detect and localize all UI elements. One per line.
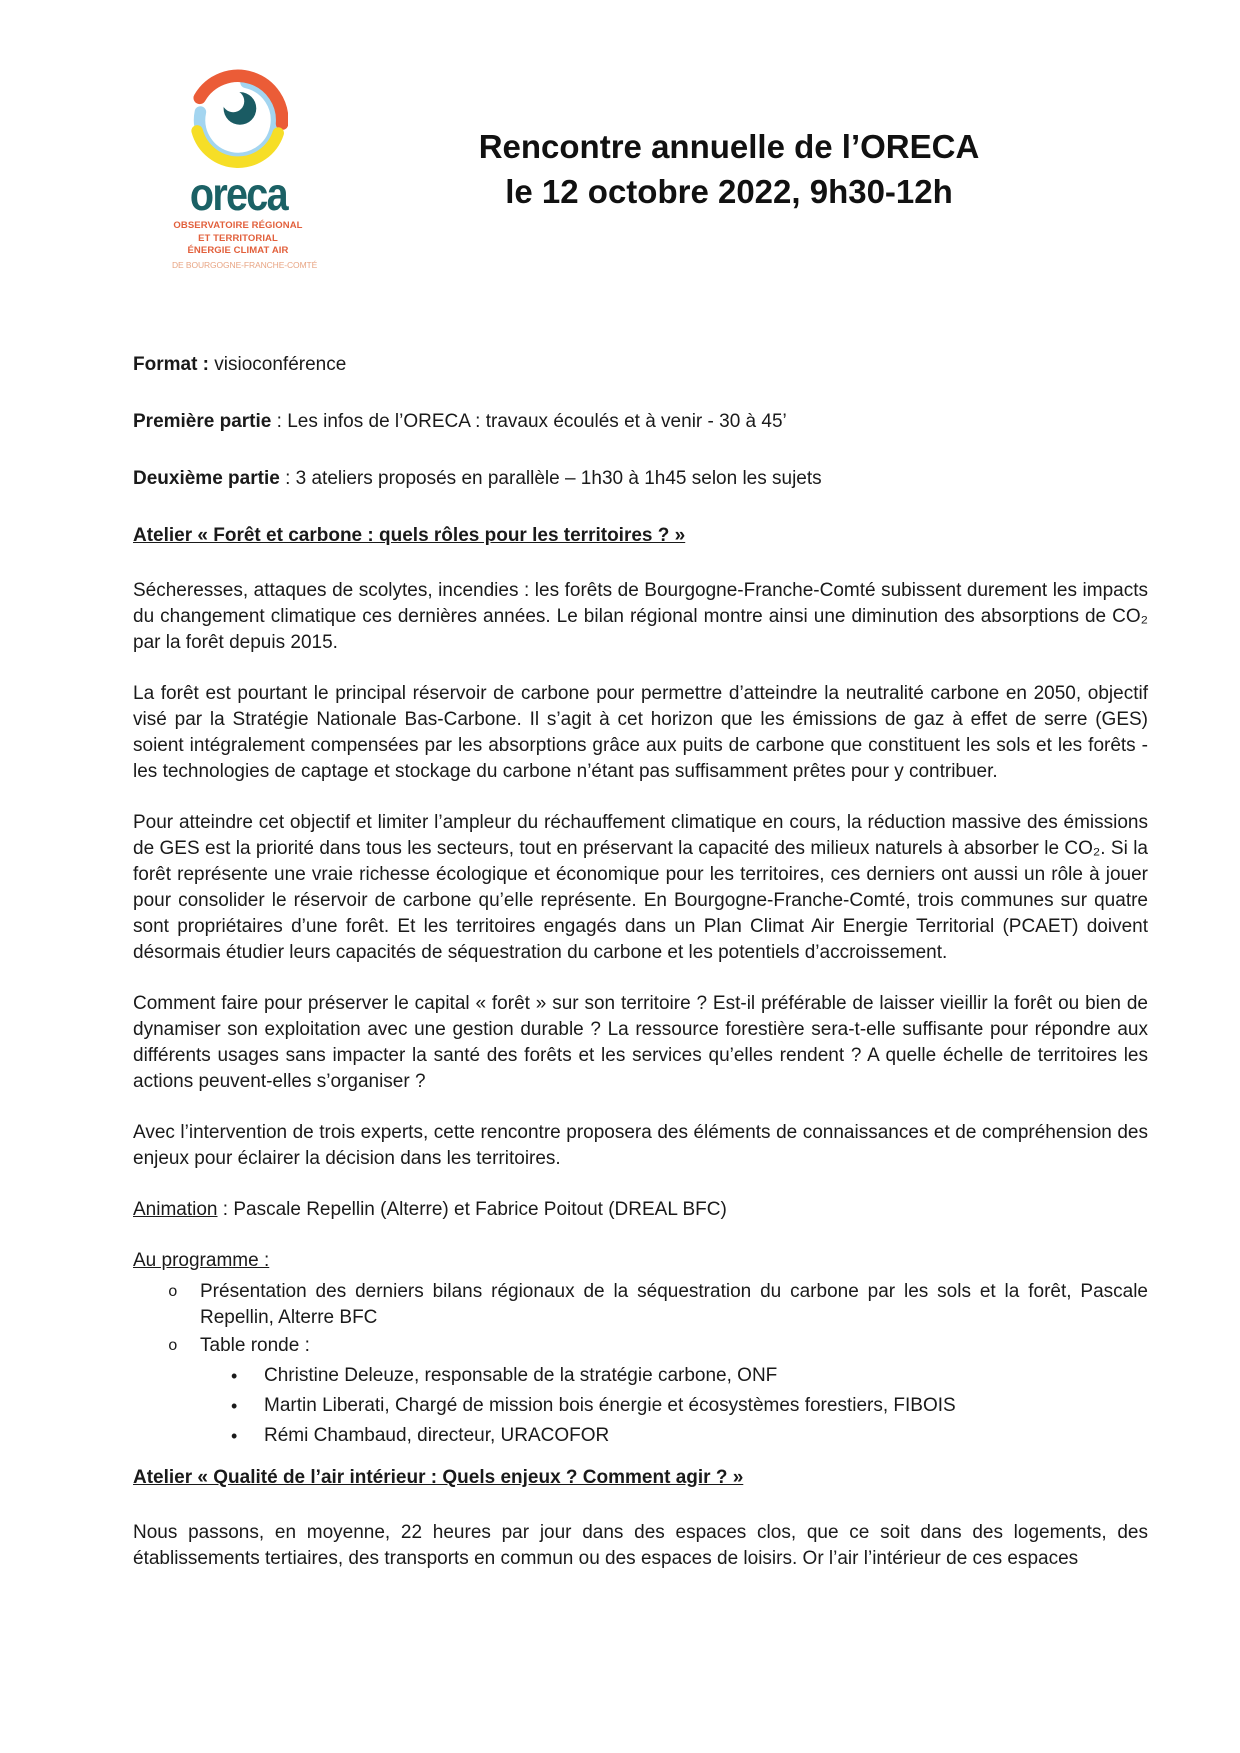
title-line2: le 12 octobre 2022, 9h30-12h bbox=[505, 173, 953, 210]
list-item bbox=[133, 1423, 1148, 1449]
atelier-foret-paragraph-2: La forêt est pourtant le principal réservoir de carbone pour permettre d’atteindre la neutralité carbone en 2050, objectif visé par la Stratégie Nationale Bas-Carbone. Il s’agit à cet horizon que les émissions de gaz à effet de serre (GES) soient intégralement compensées par les absorptions grâce aux puits de carbone que constituent les sols et les forêts - les technologies de captage et stockage du carbone n’étant pas suffisamment prêtes pour y contribuer. bbox=[133, 683, 1148, 782]
table-ronde-list bbox=[133, 1363, 1148, 1449]
logo-subtitle-line1: OBSERVATOIRE RÉGIONAL bbox=[173, 220, 303, 231]
animation-line bbox=[133, 1197, 1148, 1223]
programme-label: Au programme : bbox=[133, 1250, 270, 1271]
logo-wordmark: oreca bbox=[189, 168, 287, 220]
format-line bbox=[133, 352, 1148, 378]
format-label: Format : bbox=[133, 354, 209, 375]
atelier-foret-paragraph-5: Avec l’intervention de trois experts, cette rencontre proposera des éléments de connaissances et de compréhension des enjeux pour éclairer la décision dans les territoires. bbox=[133, 1122, 1148, 1169]
list-item bbox=[133, 1363, 1148, 1389]
disc-bullet-icon: • bbox=[231, 1426, 238, 1446]
oreca-eye-icon bbox=[188, 66, 288, 172]
list-item bbox=[133, 1279, 1148, 1331]
atelier-foret-paragraph-1: Sécheresses, attaques de scolytes, incendies : les forêts de Bourgogne-Franche-Comté subissent durement les impacts du changement climatique ces dernières années. Le bilan régional montre ainsi une diminution des absorptions de CO₂ par la forêt depuis 2015. bbox=[133, 580, 1148, 653]
disc-bullet-icon: • bbox=[231, 1366, 238, 1386]
atelier-foret-paragraph-4: Comment faire pour préserver le capital « forêt » sur son territoire ? Est-il préférable de laisser vieillir la forêt ou bien de dynamiser son exploitation avec une gestion durable ? La ressource forestière sera-t-elle suffisante pour répondre aux différents usages sans impacter la santé des forêts et les services qu’elles rendent ? A quelle échelle de territoires les actions peuvent-elles s’organiser ? bbox=[133, 993, 1148, 1092]
list-item-text: Christine Deleuze, responsable de la stratégie carbone, ONF bbox=[264, 1365, 778, 1386]
atelier-foret-paragraph-3: Pour atteindre cet objectif et limiter l’ampleur du réchauffement climatique en cours, la réduction massive des émissions de GES est la priorité dans tous les secteurs, tout en préservant la capacité des milieux naturels à absorber le CO₂. Si la forêt représente une vraie richesse écologique et économique pour les territoires, ces derniers ont aussi un rôle à jouer pour consolider le réservoir de carbone qu’elle représente. En Bourgogne-Franche-Comté, trois communes sur quatre sont propriétaires d’une forêt. Et les territoires engagés dans un Plan Climat Air Energie Territorial (PCAET) doivent désormais étudier leurs capacités de séquestration du carbone et les potentiels d’accroissement. bbox=[133, 812, 1148, 963]
circle-bullet-icon: o bbox=[168, 1283, 178, 1301]
logo-subtitle-line2: ET TERRITORIAL bbox=[198, 232, 278, 244]
atelier-air-heading: Atelier « Qualité de l’air intérieur : Quels enjeux ? Comment agir ? » bbox=[133, 1467, 744, 1488]
atelier-foret-heading: Atelier « Forêt et carbone : quels rôles pour les territoires ? » bbox=[133, 525, 686, 546]
format-value: visioconférence bbox=[209, 354, 347, 375]
oreca-logo bbox=[172, 66, 318, 271]
logo-subtitle-line3: ÉNERGIE CLIMAT AIR bbox=[187, 245, 289, 256]
part1-label: Première partie bbox=[133, 411, 272, 432]
programme-list bbox=[133, 1279, 1148, 1449]
list-item-text: Martin Liberati, Chargé de mission bois énergie et écosystèmes forestiers, FIBOIS bbox=[264, 1395, 956, 1416]
list-item bbox=[133, 1333, 1148, 1359]
animation-label: Animation bbox=[133, 1199, 218, 1220]
part2-label: Deuxième partie bbox=[133, 468, 280, 489]
list-item bbox=[133, 1393, 1148, 1419]
animation-value: : Pascale Repellin (Alterre) et Fabrice Poitout (DREAL BFC) bbox=[217, 1199, 727, 1220]
list-item-text: Table ronde : bbox=[200, 1335, 310, 1356]
part2-line bbox=[133, 466, 1148, 492]
document-title bbox=[310, 124, 1148, 214]
logo-region-line: DE BOURGOGNE-FRANCHE-COMTÉ bbox=[172, 259, 318, 270]
circle-bullet-icon: o bbox=[168, 1337, 178, 1355]
atelier-air-paragraph-1: Nous passons, en moyenne, 22 heures par jour dans des espaces clos, que ce soit dans des logements, des établissements tertiaires, des transports en commun ou des espaces de loisirs. Or l’air l’intérieur de ces espaces bbox=[133, 1522, 1148, 1569]
document-content bbox=[133, 352, 1148, 1572]
document-header bbox=[0, 0, 1240, 352]
programme-label-line bbox=[133, 1248, 1148, 1274]
part1-line bbox=[133, 409, 1148, 435]
title-line1: Rencontre annuelle de l’ORECA bbox=[478, 128, 980, 165]
part2-value: : 3 ateliers proposés en parallèle – 1h30 à 1h45 selon les sujets bbox=[279, 468, 822, 489]
part1-value: : Les infos de l’ORECA : travaux écoulés et à venir - 30 à 45’ bbox=[271, 411, 787, 432]
list-item-text: Présentation des derniers bilans régionaux de la séquestration du carbone par les sols et la forêt, Pascale Repellin, Alterre BFC bbox=[200, 1281, 1148, 1328]
disc-bullet-icon: • bbox=[231, 1396, 238, 1416]
list-item-text: Rémi Chambaud, directeur, URACOFOR bbox=[264, 1425, 610, 1446]
